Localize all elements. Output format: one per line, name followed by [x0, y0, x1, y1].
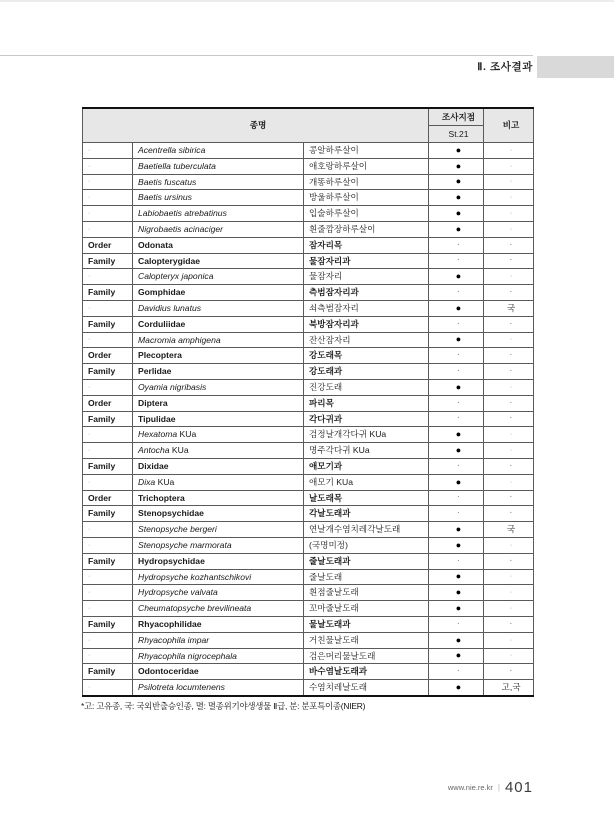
rank-cell: Family	[83, 253, 133, 269]
scientific-name: Psilotreta locumtenens	[138, 682, 225, 693]
scientific-name: Acentrella sibirica	[138, 145, 206, 156]
scientific-name: Antocha	[138, 445, 170, 456]
st21-presence-cell: ●	[429, 332, 484, 348]
scientific-name: Perlidae	[138, 366, 172, 377]
remark-cell: ·	[484, 143, 534, 159]
table-row	[83, 379, 534, 395]
scientific-name: Trichoptera	[138, 492, 185, 503]
table-row	[83, 616, 534, 632]
scientific-name-cell	[133, 379, 304, 395]
header-rule	[0, 55, 533, 56]
scientific-name-cell	[133, 443, 304, 459]
scientific-name: Macromia amphigena	[138, 334, 221, 345]
st21-presence-cell: ·	[429, 348, 484, 364]
st21-presence-cell: ·	[429, 616, 484, 632]
rank-cell: ·	[83, 680, 133, 696]
st21-presence-cell: ·	[429, 458, 484, 474]
rank-cell: ·	[83, 269, 133, 285]
scientific-name: Hydropsychidae	[138, 555, 205, 566]
korean-name-cell: 각날도래과	[304, 506, 429, 522]
st21-presence-cell: ·	[429, 664, 484, 680]
korean-name-cell: 바수염날도래과	[304, 664, 429, 680]
table-row	[83, 474, 534, 490]
korean-name-cell: (국명미정)	[304, 537, 429, 553]
rank-cell: ·	[83, 632, 133, 648]
rank-cell: ·	[83, 427, 133, 443]
species-table-header	[83, 108, 534, 143]
remark-cell: ·	[484, 221, 534, 237]
scientific-name-cell	[133, 474, 304, 490]
table-row	[83, 458, 534, 474]
scientific-name-cell	[133, 506, 304, 522]
scientific-name: Diptera	[138, 397, 168, 408]
header-row-1	[83, 108, 534, 126]
korean-name-cell: 진강도래	[304, 379, 429, 395]
remark-cell: ·	[484, 174, 534, 190]
scientific-name-cell	[133, 680, 304, 696]
remark-cell: ·	[484, 458, 534, 474]
table-row	[83, 522, 534, 538]
scientific-name-cell	[133, 648, 304, 664]
korean-name-cell: 거친물날도래	[304, 632, 429, 648]
remark-cell: ·	[484, 411, 534, 427]
st21-presence-cell: ●	[429, 206, 484, 222]
remark-cell: ·	[484, 616, 534, 632]
scientific-name: Nigrobaetis acinaciger	[138, 224, 224, 235]
scientific-name: Gomphidae	[138, 287, 186, 298]
table-row	[83, 269, 534, 285]
scientific-name: Baetiella tuberculata	[138, 160, 216, 171]
rank-cell: Family	[83, 458, 133, 474]
korean-name-cell: 흰점줄날도래	[304, 585, 429, 601]
scientific-name: Stenopsychidae	[138, 508, 204, 519]
scientific-name: Dixidae	[138, 461, 169, 472]
rank-cell: Family	[83, 316, 133, 332]
footer-separator: |	[497, 783, 500, 792]
scientific-name-cell	[133, 221, 304, 237]
table-row	[83, 190, 534, 206]
st21-presence-cell: ·	[429, 285, 484, 301]
scientific-name: Calopteryx japonica	[138, 271, 214, 282]
scientific-name: Oyamia nigribasis	[138, 382, 207, 393]
rank-cell: Family	[83, 285, 133, 301]
st21-presence-cell: ●	[429, 569, 484, 585]
korean-name-cell: 날도래목	[304, 490, 429, 506]
rank-cell: ·	[83, 569, 133, 585]
scientific-name-cell	[133, 237, 304, 253]
st21-presence-cell: ●	[429, 474, 484, 490]
remark-cell: ·	[484, 364, 534, 380]
korean-name-cell: 물날도래과	[304, 616, 429, 632]
korean-name-cell: 파리목	[304, 395, 429, 411]
scientific-name: Hexatoma	[138, 429, 178, 440]
korean-name-cell: 콩알하루살이	[304, 143, 429, 159]
table-row	[83, 143, 534, 159]
table-row	[83, 332, 534, 348]
rank-cell: ·	[83, 158, 133, 174]
scientific-name-cell	[133, 300, 304, 316]
scientific-name-cell	[133, 632, 304, 648]
st21-presence-cell: ·	[429, 237, 484, 253]
korean-name-cell: 수염치레날도래	[304, 680, 429, 696]
scientific-name: Plecoptera	[138, 350, 182, 361]
rank-cell: ·	[83, 174, 133, 190]
korean-name-cell: 측범잠자리과	[304, 285, 429, 301]
korean-name-cell: 검정날개각다귀 KUa	[304, 427, 429, 443]
rank-cell: ·	[83, 300, 133, 316]
scientific-name-cell	[133, 158, 304, 174]
rank-cell: Family	[83, 664, 133, 680]
st21-presence-cell: ·	[429, 553, 484, 569]
scientific-name: Tipulidae	[138, 413, 176, 424]
remark-cell: ·	[484, 569, 534, 585]
st21-presence-cell: ●	[429, 143, 484, 159]
remark-cell: ·	[484, 158, 534, 174]
footer-site-url: www.nie.re.kr	[447, 783, 493, 792]
remark-cell: ·	[484, 648, 534, 664]
scientific-name: Baetis ursinus	[138, 192, 192, 203]
scientific-name-cell	[133, 206, 304, 222]
st21-presence-cell: ●	[429, 632, 484, 648]
korean-name-cell: 잔산잠자리	[304, 332, 429, 348]
rank-cell: Order	[83, 348, 133, 364]
scientific-name: Rhyacophila nigrocephala	[138, 650, 237, 661]
scientific-name-cell	[133, 601, 304, 617]
col-header-species: 종명	[83, 108, 429, 143]
rank-cell: ·	[83, 537, 133, 553]
remark-cell: ·	[484, 285, 534, 301]
scientific-name-cell	[133, 490, 304, 506]
scientific-name-cell	[133, 664, 304, 680]
table-row	[83, 585, 534, 601]
table-row	[83, 253, 534, 269]
scientific-name-cell	[133, 174, 304, 190]
st21-presence-cell: ●	[429, 221, 484, 237]
korean-name-cell: 강도래과	[304, 364, 429, 380]
st21-presence-cell: ·	[429, 316, 484, 332]
korean-name-cell: 각다귀과	[304, 411, 429, 427]
scientific-name-cell	[133, 348, 304, 364]
st21-presence-cell: ·	[429, 253, 484, 269]
st21-presence-cell: ●	[429, 648, 484, 664]
remark-cell: ·	[484, 553, 534, 569]
scientific-name: Cheumatopsyche brevilineata	[138, 603, 252, 614]
table-row	[83, 237, 534, 253]
st21-presence-cell: ·	[429, 395, 484, 411]
scientific-name: Labiobaetis atrebatinus	[138, 208, 227, 219]
table-footnote: *고: 고유종, 국: 국외반출승인종, 멸: 멸종위기야생생물 Ⅱ급, 분: 분포특이종(NIER)	[81, 701, 366, 711]
scientific-name: Hydropsyche valvata	[138, 587, 218, 598]
table-row	[83, 427, 534, 443]
scientific-name-cell	[133, 553, 304, 569]
st21-presence-cell: ●	[429, 174, 484, 190]
remark-cell: 국	[484, 300, 534, 316]
korean-name-cell: 연날개수염치레각날도래	[304, 522, 429, 538]
scientific-name: Baetis fuscatus	[138, 176, 197, 187]
rank-cell: ·	[83, 190, 133, 206]
rank-cell: ·	[83, 601, 133, 617]
scientific-name: Corduliidae	[138, 318, 186, 329]
section-title: Ⅱ. 조사결과	[477, 61, 533, 73]
rank-cell: Family	[83, 506, 133, 522]
rank-cell: ·	[83, 474, 133, 490]
st21-presence-cell: ●	[429, 269, 484, 285]
scientific-name: Stenopsyche marmorata	[138, 540, 232, 551]
table-row	[83, 221, 534, 237]
table-row	[83, 206, 534, 222]
remark-cell: ·	[484, 379, 534, 395]
st21-presence-cell: ●	[429, 680, 484, 696]
st21-presence-cell: ●	[429, 522, 484, 538]
scientific-name-cell	[133, 253, 304, 269]
remark-cell: ·	[484, 190, 534, 206]
table-row	[83, 569, 534, 585]
remark-cell: 국	[484, 522, 534, 538]
scientific-name: Rhyacophila impar	[138, 634, 210, 645]
korean-name-cell: 줄날도래	[304, 569, 429, 585]
table-row	[83, 395, 534, 411]
scientific-name: Dixa	[138, 476, 156, 487]
remark-cell: 고,국	[484, 680, 534, 696]
scientific-name: Odontoceridae	[138, 666, 199, 677]
table-row	[83, 158, 534, 174]
remark-cell: ·	[484, 490, 534, 506]
scientific-name-cell	[133, 616, 304, 632]
st21-presence-cell: ·	[429, 506, 484, 522]
st21-presence-cell: ·	[429, 490, 484, 506]
rank-cell: Order	[83, 237, 133, 253]
rank-cell: Family	[83, 553, 133, 569]
remark-cell: ·	[484, 474, 534, 490]
rank-cell: ·	[83, 522, 133, 538]
table-row	[83, 680, 534, 696]
table-row	[83, 174, 534, 190]
remark-cell: ·	[484, 585, 534, 601]
remark-cell: ·	[484, 316, 534, 332]
rank-cell: Order	[83, 395, 133, 411]
st21-presence-cell: ●	[429, 158, 484, 174]
table-row	[83, 411, 534, 427]
rank-cell: Family	[83, 616, 133, 632]
table-row	[83, 443, 534, 459]
remark-cell: ·	[484, 269, 534, 285]
table-row	[83, 664, 534, 680]
scientific-name-cell	[133, 537, 304, 553]
table-row	[83, 364, 534, 380]
scientific-name-cell	[133, 569, 304, 585]
remark-cell: ·	[484, 632, 534, 648]
korean-name-cell: 강도래목	[304, 348, 429, 364]
col-header-st21: St.21	[429, 126, 484, 143]
scientific-name: Davidius lunatus	[138, 303, 202, 314]
korean-name-cell: 쇠측범잠자리	[304, 300, 429, 316]
remark-cell: ·	[484, 664, 534, 680]
scientific-name-cell	[133, 190, 304, 206]
korean-name-cell: 입술하루살이	[304, 206, 429, 222]
table-row	[83, 553, 534, 569]
scientific-name-cell	[133, 332, 304, 348]
page-number: 401	[504, 779, 533, 796]
table-row	[83, 506, 534, 522]
st21-presence-cell: ·	[429, 364, 484, 380]
table-row	[83, 632, 534, 648]
scientific-name: Stenopsyche bergeri	[138, 524, 217, 535]
table-row	[83, 648, 534, 664]
table-row	[83, 300, 534, 316]
rank-cell: ·	[83, 585, 133, 601]
scientific-name-cell	[133, 269, 304, 285]
st21-presence-cell: ●	[429, 601, 484, 617]
korean-name-cell: 꼬마줄날도래	[304, 601, 429, 617]
korean-name-cell: 애모기과	[304, 458, 429, 474]
scientific-name: Calopterygidae	[138, 255, 201, 266]
name-suffix: KUa	[177, 429, 197, 440]
korean-name-cell: 애호랑하루살이	[304, 158, 429, 174]
remark-cell: ·	[484, 395, 534, 411]
korean-name-cell: 개똥하루살이	[304, 174, 429, 190]
rank-cell: ·	[83, 143, 133, 159]
scientific-name: Odonata	[138, 239, 173, 250]
korean-name-cell: 명주각다귀 KUa	[304, 443, 429, 459]
korean-name-cell: 북방잠자리과	[304, 316, 429, 332]
korean-name-cell: 물잠자리과	[304, 253, 429, 269]
remark-cell: ·	[484, 537, 534, 553]
remark-cell: ·	[484, 253, 534, 269]
table-row	[83, 316, 534, 332]
rank-cell: ·	[83, 332, 133, 348]
scientific-name-cell	[133, 395, 304, 411]
st21-presence-cell: ●	[429, 427, 484, 443]
rank-cell: Family	[83, 411, 133, 427]
scientific-name-cell	[133, 285, 304, 301]
remark-cell: ·	[484, 332, 534, 348]
species-table-body	[83, 143, 534, 696]
korean-name-cell: 애모기 KUa	[304, 474, 429, 490]
rank-cell: ·	[83, 221, 133, 237]
remark-cell: ·	[484, 206, 534, 222]
st21-presence-cell: ·	[429, 411, 484, 427]
remark-cell: ·	[484, 443, 534, 459]
st21-presence-cell: ●	[429, 443, 484, 459]
st21-presence-cell: ●	[429, 300, 484, 316]
species-table	[82, 107, 534, 697]
korean-name-cell: 잠자리목	[304, 237, 429, 253]
table-row	[83, 537, 534, 553]
rank-cell: Family	[83, 364, 133, 380]
remark-cell: ·	[484, 601, 534, 617]
st21-presence-cell: ●	[429, 379, 484, 395]
table-row	[83, 601, 534, 617]
rank-cell: ·	[83, 443, 133, 459]
st21-presence-cell: ●	[429, 190, 484, 206]
korean-name-cell: 물잠자리	[304, 269, 429, 285]
scientific-name-cell	[133, 316, 304, 332]
scientific-name: Hydropsyche kozhantschikovi	[138, 571, 252, 582]
page-top-edge	[0, 0, 614, 2]
page-footer	[0, 779, 533, 797]
scientific-name-cell	[133, 364, 304, 380]
remark-cell: ·	[484, 506, 534, 522]
st21-presence-cell: ●	[429, 585, 484, 601]
remark-cell: ·	[484, 237, 534, 253]
name-suffix: KUa	[155, 476, 175, 487]
col-header-site-group: 조사지점	[429, 108, 484, 126]
remark-cell: ·	[484, 427, 534, 443]
scientific-name-cell	[133, 458, 304, 474]
name-suffix: KUa	[169, 445, 189, 456]
rank-cell: ·	[83, 206, 133, 222]
rank-cell: Order	[83, 490, 133, 506]
korean-name-cell: 흰줄깜장하루살이	[304, 221, 429, 237]
korean-name-cell: 줄날도래과	[304, 553, 429, 569]
scientific-name-cell	[133, 427, 304, 443]
st21-presence-cell: ●	[429, 537, 484, 553]
korean-name-cell: 검은머리물날도래	[304, 648, 429, 664]
scientific-name-cell	[133, 411, 304, 427]
table-row	[83, 348, 534, 364]
korean-name-cell: 방울하루살이	[304, 190, 429, 206]
table-row	[83, 285, 534, 301]
col-header-remark: 비고	[484, 108, 534, 143]
scientific-name-cell	[133, 143, 304, 159]
rank-cell: ·	[83, 379, 133, 395]
table-row	[83, 490, 534, 506]
remark-cell: ·	[484, 348, 534, 364]
scientific-name-cell	[133, 585, 304, 601]
rank-cell: ·	[83, 648, 133, 664]
scientific-name-cell	[133, 522, 304, 538]
scientific-name: Rhyacophilidae	[138, 619, 202, 629]
chapter-tab-marker	[537, 56, 614, 78]
